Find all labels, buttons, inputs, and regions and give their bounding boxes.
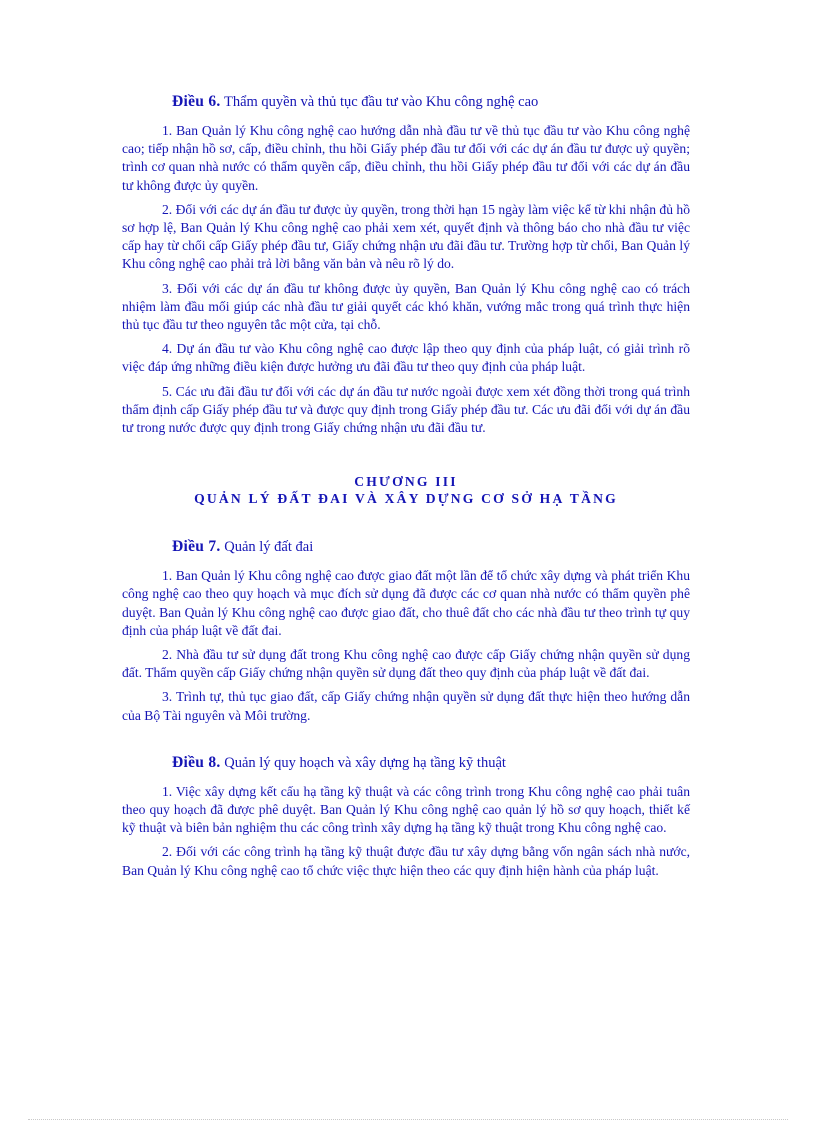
article-7-paragraph-3: 3. Trình tự, thủ tục giao đất, cấp Giấy chứng nhận quyền sử dụng đất thực hiện theo hướng dẫn của Bộ Tài nguyên và Môi trường. bbox=[122, 689, 690, 723]
article-6-number: Điều 6. bbox=[172, 93, 221, 110]
section-spacer bbox=[122, 731, 690, 753]
article-7-heading bbox=[122, 537, 690, 557]
article-6-heading bbox=[122, 92, 690, 112]
article-7-number: Điều 7. bbox=[172, 538, 221, 556]
article-8-paragraph-1: 1. Việc xây dựng kết cấu hạ tầng kỹ thuật và các công trình trong Khu công nghệ cao phải tuân theo quy hoạch đã được phê duyệt. Ban Quản lý Khu công nghệ cao quản lý hồ sơ quy hoạch, thiết kế kỹ thuật và biên bản nghiệm thu các công trình xây dựng hạ tầng kỹ thuật trong Khu công nghệ cao. bbox=[122, 783, 690, 836]
article-6-paragraph-3: 3. Đối với các dự án đầu tư không được ủy quyền, Ban Quản lý Khu công nghệ cao có trách nhiệm làm đầu mối giúp các nhà đầu tư giải quyết các khó khăn, vướng mắc trong quá trình thực hiện thủ tục đầu tư theo nguyên tắc một cửa, tại chỗ. bbox=[122, 280, 690, 333]
document-page bbox=[122, 92, 690, 886]
page-bottom-rule bbox=[28, 1119, 788, 1120]
article-7-paragraph-2: 2. Nhà đầu tư sử dụng đất trong Khu công nghệ cao được cấp Giấy chứng nhận quyền sử dụng đất. Thẩm quyền cấp Giấy chứng nhận quyền sử dụng đất theo quy định của pháp luật về đất đai. bbox=[122, 647, 690, 681]
article-6-paragraph-1: 1. Ban Quản lý Khu công nghệ cao hướng dẫn nhà đầu tư về thủ tục đầu tư vào Khu công nghệ cao; tiếp nhận hồ sơ, cấp, điều chỉnh, thu hồi Giấy phép đầu tư đối với các dự án đầu tư được uỷ quyền; trình cơ quan nhà nước có thẩm quyền cấp, điều chỉnh, thu hồi Giấy phép đầu tư đối với các dự án đầu tư không được ủy quyền. bbox=[122, 123, 690, 193]
article-7-title: Quản lý đất đai bbox=[224, 539, 314, 556]
chapter-heading bbox=[122, 473, 690, 507]
article-6-title: Thẩm quyền và thủ tục đầu tư vào Khu công nghệ cao bbox=[223, 94, 539, 110]
chapter-title: QUẢN LÝ ĐẤT ĐAI VÀ XÂY DỰNG CƠ SỞ HẠ TẦNG bbox=[194, 491, 618, 507]
article-8-paragraph-2: 2. Đối với các công trình hạ tầng kỹ thuật được đầu tư xây dựng bằng vốn ngân sách nhà nước, Ban Quản lý Khu công nghệ cao tổ chức việc thực hiện theo các quy định hiện hành của pháp luật. bbox=[122, 844, 690, 878]
article-6-paragraph-2: 2. Đối với các dự án đầu tư được ủy quyền, trong thời hạn 15 ngày làm việc kể từ khi nhận đủ hồ sơ hợp lệ, Ban Quản lý Khu công nghệ cao phải xem xét, quyết định và thông báo cho nhà đầu tư việc cấp hay từ chối cấp Giấy phép đầu tư, Giấy chứng nhận ưu đãi đầu tư. Trường hợp từ chối, Ban Quản lý Khu công nghệ cao phải trả lời bằng văn bản và nêu rõ lý do. bbox=[122, 201, 690, 272]
article-8-heading bbox=[122, 753, 690, 773]
article-7-paragraph-1: 1. Ban Quản lý Khu công nghệ cao được giao đất một lần để tổ chức xây dựng và phát triển Khu công nghệ cao theo quy hoạch và mục đích sử dụng đã được các cơ quan nhà nước có thẩm quyền phê duyệt. Ban Quản lý Khu công nghệ cao được giao đất, cho thuê đất cho các nhà đầu tư theo trình tự quy định của pháp luật về đất đai. bbox=[122, 568, 690, 638]
article-8-number: Điều 8. bbox=[172, 753, 221, 771]
article-8-title: Quản lý quy hoạch và xây dựng hạ tầng kỹ thuật bbox=[224, 754, 506, 771]
article-6-paragraph-5: 5. Các ưu đãi đầu tư đối với các dự án đầu tư nước ngoài được xem xét đồng thời trong quá trình thẩm định cấp Giấy phép đầu tư và được quy định trong Giấy phép đầu tư. Các ưu đãi đối với dự án đầu tư trong nước được quy định trong Giấy chứng nhận ưu đãi đầu tư. bbox=[122, 383, 690, 436]
chapter-number: CHƯƠNG III bbox=[354, 474, 458, 490]
article-6-paragraph-4: 4. Dự án đầu tư vào Khu công nghệ cao được lập theo quy định của pháp luật, có giải trình rõ việc đáp ứng những điều kiện được hưởng ưu đãi đầu tư theo quy định của pháp luật. bbox=[122, 341, 690, 375]
